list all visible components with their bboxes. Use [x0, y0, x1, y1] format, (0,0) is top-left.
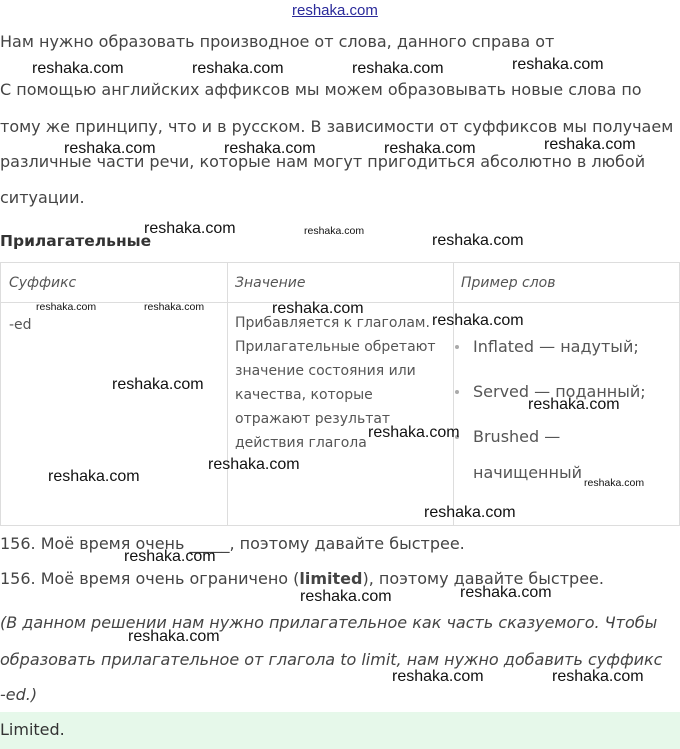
watermark: reshaka.com — [352, 60, 444, 77]
watermark: reshaka.com — [208, 456, 300, 473]
watermark: reshaka.com — [300, 588, 392, 605]
watermark: reshaka.com — [392, 668, 484, 685]
watermark: reshaka.com — [224, 140, 316, 157]
meaning-line: значение состояния или — [235, 363, 416, 379]
explanation-line-2: образовать прилагательное от глагола to limit, нам нужно добавить суффикс — [0, 650, 663, 669]
watermark: reshaka.com — [192, 60, 284, 77]
watermark: reshaka.com — [32, 60, 124, 77]
watermark: reshaka.com — [584, 477, 645, 489]
solution-prefix: 156. Моё время очень ограничено ( — [0, 569, 300, 588]
meaning-line: Прибавляется к глаголам. — [235, 315, 430, 331]
watermark: reshaka.com — [64, 140, 156, 157]
watermark: reshaka.com — [460, 584, 552, 601]
watermark: reshaka.com — [432, 232, 524, 249]
answer-box — [0, 712, 680, 749]
bullet-icon — [455, 390, 459, 394]
exercise-task: 156. Моё время очень _____, поэтому давайте быстрее. — [0, 534, 465, 553]
header-suffix: Суффикс — [9, 275, 77, 291]
watermark: reshaka.com — [544, 136, 636, 153]
meaning-line: отражают результат — [235, 411, 391, 427]
example-text: Served — поданный; — [473, 382, 646, 401]
intro-line-3: тому же принципу, что и в русском. В зависимости от суффиксов мы получаем — [0, 117, 674, 136]
watermark: reshaka.com — [144, 301, 205, 313]
section-heading: Прилагательные — [0, 232, 152, 250]
header-meaning: Значение — [235, 275, 306, 291]
watermark: reshaka.com — [368, 424, 460, 441]
watermark: reshaka.com — [384, 140, 476, 157]
meaning-line: качества, которые — [235, 387, 373, 403]
watermark: reshaka.com — [48, 468, 140, 485]
example-item — [447, 329, 646, 365]
watermark: reshaka.com — [36, 301, 97, 313]
answer-text: Limited. — [0, 720, 65, 739]
meaning-line: действия глагола — [235, 435, 367, 451]
watermark: reshaka.com — [128, 628, 220, 645]
watermark: reshaka.com — [424, 504, 516, 521]
watermark: reshaka.com — [512, 56, 604, 73]
intro-line-4: различные части речи, которые нам могут пригодиться абсолютно в любой — [0, 152, 646, 171]
example-text: Inflated — надутый; — [473, 337, 639, 356]
watermark: reshaka.com — [304, 225, 365, 237]
watermark: reshaka.com — [552, 668, 644, 685]
column-divider — [227, 263, 228, 525]
solution-answer-word: limited — [299, 569, 363, 588]
watermark: reshaka.com — [432, 312, 524, 329]
intro-line-2: С помощью английских аффиксов мы можем образовывать новые слова по — [0, 80, 642, 99]
watermark: reshaka.com — [528, 396, 620, 413]
example-continuation: начищенный — [473, 463, 582, 482]
explanation-line-3: -ed.) — [0, 685, 38, 704]
example-item — [447, 419, 646, 455]
table-header-row — [1, 263, 679, 303]
meaning-line: Прилагательные обретают — [235, 339, 436, 355]
watermark: reshaka.com — [272, 300, 364, 317]
intro-line-1: Нам нужно образовать производное от слова, данного справа от — [0, 32, 555, 51]
intro-line-5: ситуации. — [0, 188, 85, 207]
watermark: reshaka.com — [112, 376, 204, 393]
example-text: Brushed — — [473, 427, 561, 446]
watermark: reshaka.com — [144, 220, 236, 237]
bullet-icon — [455, 345, 459, 349]
watermark-header[interactable]: reshaka.com — [292, 2, 378, 19]
cell-suffix: -ed — [9, 317, 32, 333]
explanation-line-1: (В данном решении нам нужно прилагательное как часть сказуемого. Чтобы — [0, 613, 658, 632]
solution-suffix: ), поэтому давайте быстрее. — [362, 569, 604, 588]
watermark: reshaka.com — [124, 548, 216, 565]
header-examples: Пример слов — [461, 275, 556, 291]
